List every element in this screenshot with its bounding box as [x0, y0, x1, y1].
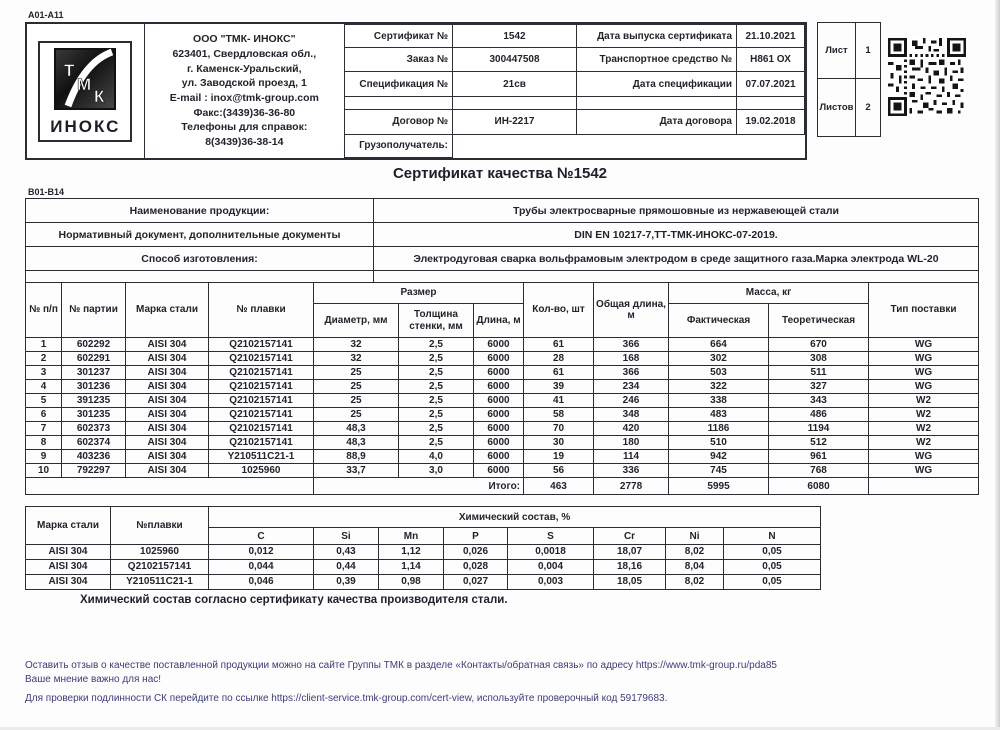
table-cell: 32	[314, 352, 399, 366]
table-cell: ИН-2217	[453, 110, 577, 135]
table-cell: 25	[314, 394, 399, 408]
table-cell: 8,02	[666, 575, 724, 590]
table-cell: 1	[26, 338, 62, 352]
col-chem-heat: №плавки	[111, 507, 209, 545]
table-cell: 602291	[62, 352, 126, 366]
col-steel: Марка стали	[126, 283, 209, 338]
col-mass-group: Масса, кг	[669, 283, 869, 304]
footer-notes	[25, 659, 975, 706]
table-cell: Q2102157141	[209, 394, 314, 408]
table-cell: 70	[524, 422, 594, 436]
table-cell: 602374	[62, 436, 126, 450]
table-header-row	[26, 283, 979, 304]
table-cell: 6000	[474, 394, 524, 408]
table-cell: 348	[594, 408, 669, 422]
table-cell: Н861 ОХ	[737, 48, 805, 71]
table-cell: 25	[314, 380, 399, 394]
table-cell: W2	[869, 394, 979, 408]
table-cell: AISI 304	[126, 352, 209, 366]
table-row	[26, 450, 979, 464]
table-cell: Сертификат №	[345, 25, 453, 48]
col-batch: № партии	[62, 283, 126, 338]
table-cell: Q2102157141	[209, 408, 314, 422]
table-cell: Y210511C21-1	[209, 450, 314, 464]
totals-qty: 463	[524, 478, 594, 495]
col-diameter: Диаметр, мм	[314, 304, 399, 338]
table-cell: 2,5	[399, 436, 474, 450]
table-cell: WG	[869, 338, 979, 352]
table-row	[26, 436, 979, 450]
table-cell: 6000	[474, 380, 524, 394]
table-cell: 7	[26, 422, 62, 436]
table-row	[26, 422, 979, 436]
table-cell: AISI 304	[126, 380, 209, 394]
table-cell: 180	[594, 436, 669, 450]
table-cell: 32	[314, 338, 399, 352]
pipes-table	[25, 282, 979, 495]
table-cell: 114	[594, 450, 669, 464]
table-cell: 322	[669, 380, 769, 394]
col-chem-steel: Марка стали	[26, 507, 111, 545]
table-cell: W2	[869, 436, 979, 450]
table-cell: 18,16	[594, 560, 666, 575]
table-cell: 0,004	[508, 560, 594, 575]
form-code-top: A01-A11	[28, 10, 64, 20]
table-cell: 2,5	[399, 394, 474, 408]
table-cell: W2	[869, 422, 979, 436]
table-cell: 18,05	[594, 575, 666, 590]
table-row	[818, 23, 881, 79]
table-cell: 420	[594, 422, 669, 436]
table-cell: Электродуговая сварка вольфрамовым электродом в среде защитного газа.Марка электрода WL-20	[374, 247, 979, 271]
table-row	[26, 271, 979, 283]
chemical-composition-table	[25, 506, 821, 590]
table-cell: 88,9	[314, 450, 399, 464]
table-cell: Q2102157141	[209, 436, 314, 450]
table-cell: Нормативный документ, дополнительные документы	[26, 223, 374, 247]
table-cell	[737, 97, 805, 110]
table-cell: 4,0	[399, 450, 474, 464]
table-row	[26, 545, 821, 560]
table-cell: 1542	[453, 25, 577, 48]
qr-code	[888, 38, 966, 116]
text-line: ООО "ТМК- ИНОКС"	[193, 33, 296, 46]
table-cell: AISI 304	[126, 450, 209, 464]
text-line: г. Каменск-Уральский,	[187, 62, 302, 75]
col-element-n: N	[724, 528, 821, 545]
table-cell: 338	[669, 394, 769, 408]
table-cell: Трубы электросварные прямошовные из нержавеющей стали	[374, 199, 979, 223]
table-cell: AISI 304	[26, 560, 111, 575]
table-cell: 336	[594, 464, 669, 478]
sheet-value: 1	[856, 23, 881, 79]
table-cell: 366	[594, 338, 669, 352]
table-cell: 4	[26, 380, 62, 394]
sheets-value: 2	[856, 79, 881, 137]
table-cell: 2,5	[399, 380, 474, 394]
totals-mass-theor: 6080	[769, 478, 869, 495]
table-cell: Дата договора	[577, 110, 737, 135]
table-row	[26, 575, 821, 590]
table-row	[345, 110, 805, 135]
table-cell: Наименование продукции:	[26, 199, 374, 223]
text-line: 623401, Свердловская обл.,	[172, 47, 317, 60]
table-cell: 403236	[62, 450, 126, 464]
col-heat: № плавки	[209, 283, 314, 338]
table-row	[26, 394, 979, 408]
table-cell: 56	[524, 464, 594, 478]
table-cell: W2	[869, 408, 979, 422]
table-row	[345, 97, 805, 110]
col-mass-fact: Фактическая	[669, 304, 769, 338]
table-cell: 25	[314, 366, 399, 380]
table-cell: 6000	[474, 450, 524, 464]
table-cell: Транспортное средство №	[577, 48, 737, 71]
table-row	[26, 464, 979, 478]
totals-row	[26, 478, 979, 495]
table-cell	[345, 97, 453, 110]
table-cell: 2,5	[399, 352, 474, 366]
table-cell: 9	[26, 450, 62, 464]
table-cell: 21св	[453, 71, 577, 97]
table-cell: 0,05	[724, 560, 821, 575]
tmk-logo-icon	[54, 48, 116, 110]
text-line: 8(3439)36-38-14	[205, 136, 284, 149]
table-cell: 30	[524, 436, 594, 450]
table-cell: 0,44	[314, 560, 379, 575]
table-cell: 19.02.2018	[737, 110, 805, 135]
certificate-info	[344, 24, 805, 158]
table-cell: 6000	[474, 436, 524, 450]
table-cell: 300447508	[453, 48, 577, 71]
table-cell: 308	[769, 352, 869, 366]
totals-mass-fact: 5995	[669, 478, 769, 495]
consignee-value	[453, 134, 805, 157]
table-cell: 391235	[62, 394, 126, 408]
table-cell: 8,02	[666, 545, 724, 560]
table-cell: 483	[669, 408, 769, 422]
table-cell: 1025960	[111, 545, 209, 560]
table-cell: 2	[26, 352, 62, 366]
table-cell: 10	[26, 464, 62, 478]
feedback-slogan: Ваше мнение важно для нас!	[25, 674, 162, 685]
table-cell: 8	[26, 436, 62, 450]
table-cell: Y210511C21-1	[111, 575, 209, 590]
table-cell: AISI 304	[26, 545, 111, 560]
table-cell: Спецификация №	[345, 71, 453, 97]
col-element-p: P	[444, 528, 508, 545]
chem-composition-note: Химический состав согласно сертификату качества производителя стали.	[80, 594, 508, 606]
col-qty: Кол-во, шт	[524, 283, 594, 338]
table-cell: 1,12	[379, 545, 444, 560]
col-delivery: Тип поставки	[869, 283, 979, 338]
table-cell: 2,5	[399, 338, 474, 352]
table-cell: 511	[769, 366, 869, 380]
table-cell: 0,028	[444, 560, 508, 575]
col-element-mn: Mn	[379, 528, 444, 545]
scan-edge	[995, 0, 1000, 730]
table-cell: WG	[869, 464, 979, 478]
table-row	[26, 223, 979, 247]
svg-text:Т: Т	[64, 60, 75, 80]
table-cell: 0,027	[444, 575, 508, 590]
table-cell: Q2102157141	[111, 560, 209, 575]
table-cell: 33,7	[314, 464, 399, 478]
table-cell: 0,05	[724, 575, 821, 590]
table-cell: Дата спецификации	[577, 71, 737, 97]
table-cell: Q2102157141	[209, 422, 314, 436]
table-cell: Q2102157141	[209, 352, 314, 366]
totals-label: Итого:	[314, 478, 524, 495]
table-cell: AISI 304	[126, 366, 209, 380]
table-cell: WG	[869, 380, 979, 394]
table-cell: 6000	[474, 408, 524, 422]
table-cell: 07.07.2021	[737, 71, 805, 97]
table-cell: 6000	[474, 422, 524, 436]
certificate-header	[25, 22, 807, 160]
table-row	[26, 560, 821, 575]
col-element-si: Si	[314, 528, 379, 545]
table-cell: 768	[769, 464, 869, 478]
table-cell: Q2102157141	[209, 338, 314, 352]
table-cell	[26, 271, 374, 283]
table-cell: 343	[769, 394, 869, 408]
table-row	[345, 71, 805, 97]
table-cell: 0,05	[724, 545, 821, 560]
table-cell: 0,98	[379, 575, 444, 590]
table-cell: 510	[669, 436, 769, 450]
table-cell: Способ изготовления:	[26, 247, 374, 271]
table-row	[26, 380, 979, 394]
table-cell: 0,0018	[508, 545, 594, 560]
table-cell: 301237	[62, 366, 126, 380]
col-element-ni: Ni	[666, 528, 724, 545]
table-cell: 2,5	[399, 408, 474, 422]
form-code-mid: B01-B14	[28, 187, 65, 197]
table-cell: 6	[26, 408, 62, 422]
table-cell	[374, 271, 979, 283]
company-logo	[38, 41, 132, 142]
table-cell: 3	[26, 366, 62, 380]
table-cell: 301236	[62, 380, 126, 394]
table-cell: 3,0	[399, 464, 474, 478]
table-cell: 246	[594, 394, 669, 408]
table-cell: 234	[594, 380, 669, 394]
table-cell: WG	[869, 352, 979, 366]
col-mass-theor: Теоретическая	[769, 304, 869, 338]
col-size-group: Размер	[314, 283, 524, 304]
col-length: Длина, м	[474, 304, 524, 338]
table-cell: Q2102157141	[209, 380, 314, 394]
table-cell: 670	[769, 338, 869, 352]
sheet-label: Лист	[818, 23, 856, 79]
table-cell: 6000	[474, 464, 524, 478]
logo-subtitle: ИНОКС	[50, 116, 121, 136]
table-row	[345, 48, 805, 71]
table-cell	[453, 97, 577, 110]
table-cell: 2,5	[399, 366, 474, 380]
col-total-length: Общая длина, м	[594, 283, 669, 338]
totals-length: 2778	[594, 478, 669, 495]
table-row	[26, 247, 979, 271]
table-cell: 0,012	[209, 545, 314, 560]
table-cell: 301235	[62, 408, 126, 422]
page-title: Сертификат качества №1542	[392, 165, 608, 182]
table-cell: 0,046	[209, 575, 314, 590]
table-cell: 942	[669, 450, 769, 464]
col-num: № п/п	[26, 283, 62, 338]
totals-blank-end	[869, 478, 979, 495]
table-cell: 503	[669, 366, 769, 380]
text-line: ул. Заводской проезд, 1	[181, 77, 307, 90]
sheets-label: Листов	[818, 79, 856, 137]
table-cell: AISI 304	[126, 394, 209, 408]
table-row	[818, 79, 881, 137]
table-cell: DIN EN 10217-7,ТТ-ТМК-ИНОКС-07-2019.	[374, 223, 979, 247]
table-cell: 602373	[62, 422, 126, 436]
table-cell: 61	[524, 338, 594, 352]
table-cell: 61	[524, 366, 594, 380]
table-cell: 0,43	[314, 545, 379, 560]
table-cell: 2,5	[399, 422, 474, 436]
text-line: Телефоны для справок:	[181, 121, 308, 134]
table-cell: 21.10.2021	[737, 25, 805, 48]
table-cell: 1186	[669, 422, 769, 436]
table-row	[26, 338, 979, 352]
table-cell: 5	[26, 394, 62, 408]
table-cell: 25	[314, 408, 399, 422]
table-row	[345, 25, 805, 48]
col-element-c: C	[209, 528, 314, 545]
table-cell: 1,14	[379, 560, 444, 575]
text-line: E-mail : inox@tmk-group.com	[169, 92, 319, 104]
table-cell: Q2102157141	[209, 366, 314, 380]
table-cell: 28	[524, 352, 594, 366]
table-cell: 366	[594, 366, 669, 380]
table-cell: 0,044	[209, 560, 314, 575]
table-cell: AISI 304	[26, 575, 111, 590]
col-element-cr: Cr	[594, 528, 666, 545]
table-cell: WG	[869, 366, 979, 380]
table-cell: 58	[524, 408, 594, 422]
table-cell: AISI 304	[126, 338, 209, 352]
table-cell: 302	[669, 352, 769, 366]
table-cell: Заказ №	[345, 48, 453, 71]
col-wall: Толщина стенки, мм	[399, 304, 474, 338]
table-cell: AISI 304	[126, 422, 209, 436]
table-cell: Договор №	[345, 110, 453, 135]
table-cell: 6000	[474, 338, 524, 352]
table-cell: 486	[769, 408, 869, 422]
table-cell: AISI 304	[126, 464, 209, 478]
table-cell: 0,003	[508, 575, 594, 590]
table-cell: 512	[769, 436, 869, 450]
table-cell: 961	[769, 450, 869, 464]
svg-text:К: К	[94, 86, 105, 106]
table-cell: 792297	[62, 464, 126, 478]
product-info-table	[25, 198, 979, 283]
table-cell: 664	[669, 338, 769, 352]
table-row	[26, 199, 979, 223]
table-cell: 6000	[474, 366, 524, 380]
table-cell: 8,04	[666, 560, 724, 575]
table-cell: 39	[524, 380, 594, 394]
feedback-note: Оставить отзыв о качестве поставленной продукции можно на сайте Группы ТМК в разделе «Контакты/обратная связь» по адресу https://www.tmk-group.ru/pda85	[25, 660, 777, 671]
consignee-label: Грузополучатель:	[345, 134, 453, 157]
table-cell: WG	[869, 450, 979, 464]
table-header-row	[26, 507, 821, 528]
table-cell: 168	[594, 352, 669, 366]
table-cell	[577, 97, 737, 110]
table-row	[26, 366, 979, 380]
col-composition-group: Химический состав, %	[209, 507, 821, 528]
table-cell: 602292	[62, 338, 126, 352]
table-cell: 19	[524, 450, 594, 464]
table-cell: 1194	[769, 422, 869, 436]
sheet-counter	[817, 22, 881, 137]
table-cell: 48,3	[314, 436, 399, 450]
table-row	[26, 408, 979, 422]
table-cell: 41	[524, 394, 594, 408]
table-cell: 48,3	[314, 422, 399, 436]
text-line: Факс:(3439)36-36-80	[193, 106, 296, 119]
table-cell: AISI 304	[126, 436, 209, 450]
verification-note: Для проверки подлинности СК перейдите по ссылке https://client-service.tmk-group.com/cert-view, используйте проверочный код 59179683.	[25, 693, 668, 704]
table-cell: 327	[769, 380, 869, 394]
company-logo-cell	[27, 24, 145, 158]
consignee-row	[345, 134, 805, 157]
table-cell: 0,39	[314, 575, 379, 590]
table-cell: 745	[669, 464, 769, 478]
table-cell: Дата выпуска сертификата	[577, 25, 737, 48]
totals-blank	[26, 478, 314, 495]
company-address	[145, 24, 344, 158]
table-row	[26, 352, 979, 366]
table-cell: 0,026	[444, 545, 508, 560]
col-element-s: S	[508, 528, 594, 545]
table-cell: 18,07	[594, 545, 666, 560]
table-cell: AISI 304	[126, 408, 209, 422]
table-cell: 1025960	[209, 464, 314, 478]
table-cell: 6000	[474, 352, 524, 366]
svg-text:М: М	[77, 74, 92, 94]
